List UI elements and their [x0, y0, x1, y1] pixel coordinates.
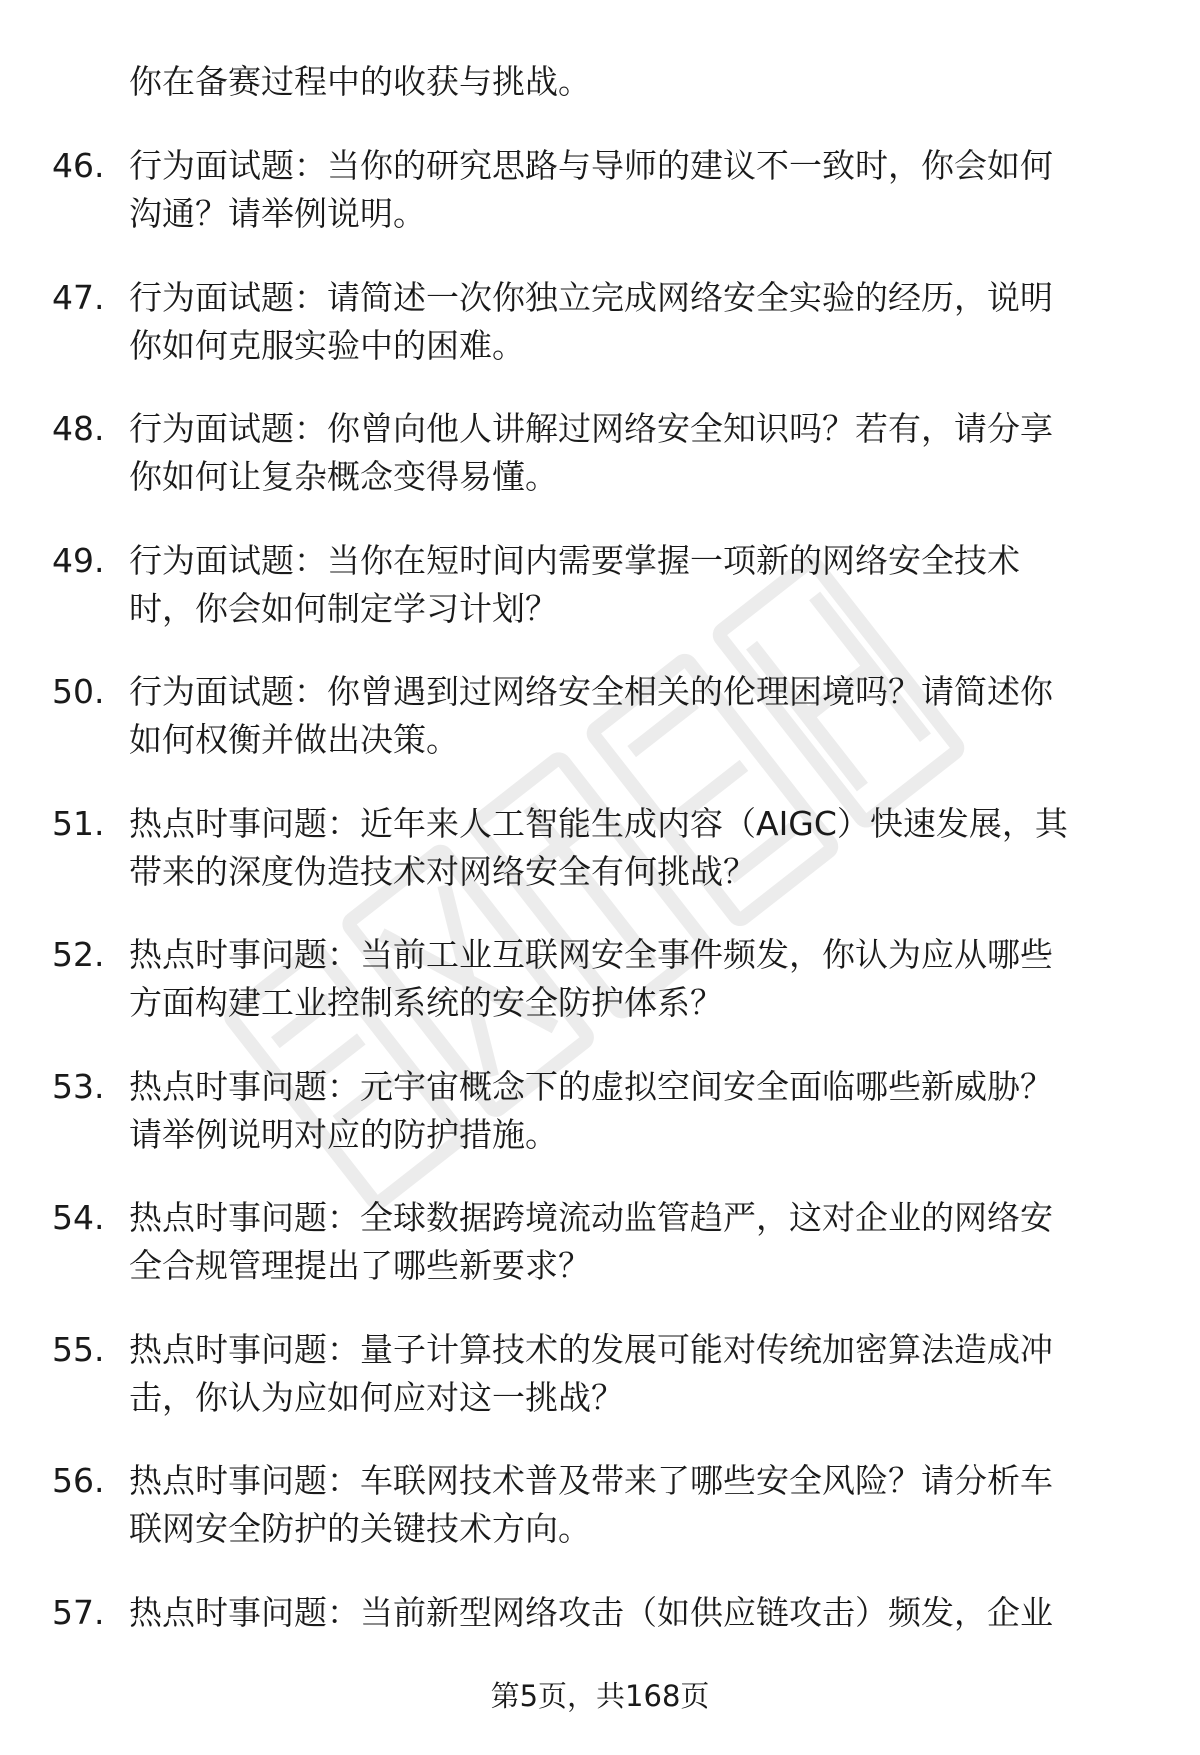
question-line: 联网安全防护的关键技术方向。: [129, 1509, 591, 1548]
question-number: 51.: [52, 803, 105, 843]
question-line: 你如何让复杂概念变得易懂。: [129, 457, 558, 496]
question-line: 热点时事问题：近年来人工智能生成内容（AIGC）快速发展，其: [129, 803, 1068, 843]
question-number: 53.: [52, 1066, 105, 1106]
question-item: [0, 668, 1200, 800]
question-text: [129, 537, 1149, 633]
question-line: 热点时事问题：量子计算技术的发展可能对传统加密算法造成冲: [129, 1329, 1053, 1369]
question-line: 沟通？请举例说明。: [129, 194, 426, 233]
question-line: 带来的深度伪造技术对网络安全有何挑战？: [129, 851, 756, 891]
question-text: [129, 1326, 1149, 1422]
question-item: [0, 1457, 1200, 1589]
question-line: 方面构建工业控制系统的安全防护体系？: [129, 983, 723, 1022]
question-number: 50.: [52, 672, 105, 711]
question-line: 行为面试题：你曾向他人讲解过网络安全知识吗？若有，请分享: [129, 409, 1053, 448]
question-text: [129, 274, 1149, 370]
question-text: [129, 1457, 1149, 1553]
question-item: [0, 274, 1200, 406]
question-number: 47.: [52, 277, 105, 317]
question-line: 行为面试题：当你在短时间内需要掌握一项新的网络安全技术: [129, 540, 1020, 580]
question-number: 52.: [52, 935, 105, 974]
question-line: 请举例说明对应的防护措施。: [129, 1114, 558, 1154]
question-line: 热点时事问题：全球数据跨境流动监管趋严，这对企业的网络安: [129, 1198, 1053, 1237]
question-text: [129, 931, 1149, 1027]
question-item: [0, 931, 1200, 1063]
question-list: [0, 142, 1200, 1720]
question-item: [0, 142, 1200, 274]
question-text: [129, 668, 1149, 764]
question-line: 时，你会如何制定学习计划？: [129, 588, 558, 628]
question-number: 49.: [52, 540, 105, 580]
question-text: [129, 405, 1149, 501]
question-line: 热点时事问题：当前工业互联网安全事件频发，你认为应从哪些: [129, 935, 1053, 974]
question-line: 击，你认为应如何应对这一挑战？: [129, 1377, 624, 1417]
question-text: [129, 1063, 1149, 1159]
question-item: [0, 1063, 1200, 1195]
question-item: [0, 537, 1200, 669]
question-text: [129, 800, 1149, 896]
question-item: [0, 800, 1200, 932]
question-line: 行为面试题：当你的研究思路与导师的建议不一致时，你会如何: [129, 146, 1053, 185]
question-number: 48.: [52, 409, 105, 448]
page-footer: 第5页，共168页: [490, 1679, 710, 1713]
question-number: 55.: [52, 1329, 105, 1369]
question-number: 46.: [52, 146, 105, 185]
question-line: 热点时事问题：当前新型网络攻击（如供应链攻击）频发，企业: [129, 1592, 1053, 1632]
question-number: 56.: [52, 1461, 105, 1500]
question-line: 如何权衡并做出决策。: [129, 720, 459, 759]
question-number: 57.: [52, 1592, 105, 1632]
continuation-text: 你在备赛过程中的收获与挑战。: [129, 62, 591, 101]
question-line: 全合规管理提出了哪些新要求？: [129, 1246, 591, 1285]
question-line: 热点时事问题：元宇宙概念下的虚拟空间安全面临哪些新威胁？: [129, 1066, 1053, 1106]
question-number: 54.: [52, 1198, 105, 1237]
question-item: [0, 405, 1200, 537]
question-line: 热点时事问题：车联网技术普及带来了哪些安全风险？请分析车: [129, 1461, 1053, 1500]
question-text: [129, 1589, 1149, 1637]
question-item: [0, 1194, 1200, 1326]
question-line: 你如何克服实验中的困难。: [129, 325, 525, 365]
question-text: [129, 142, 1149, 238]
question-item: [0, 1326, 1200, 1458]
question-line: 行为面试题：你曾遇到过网络安全相关的伦理困境吗？请简述你: [129, 672, 1053, 711]
question-line: 行为面试题：请简述一次你独立完成网络安全实验的经历，说明: [129, 277, 1053, 317]
question-text: [129, 1194, 1149, 1290]
